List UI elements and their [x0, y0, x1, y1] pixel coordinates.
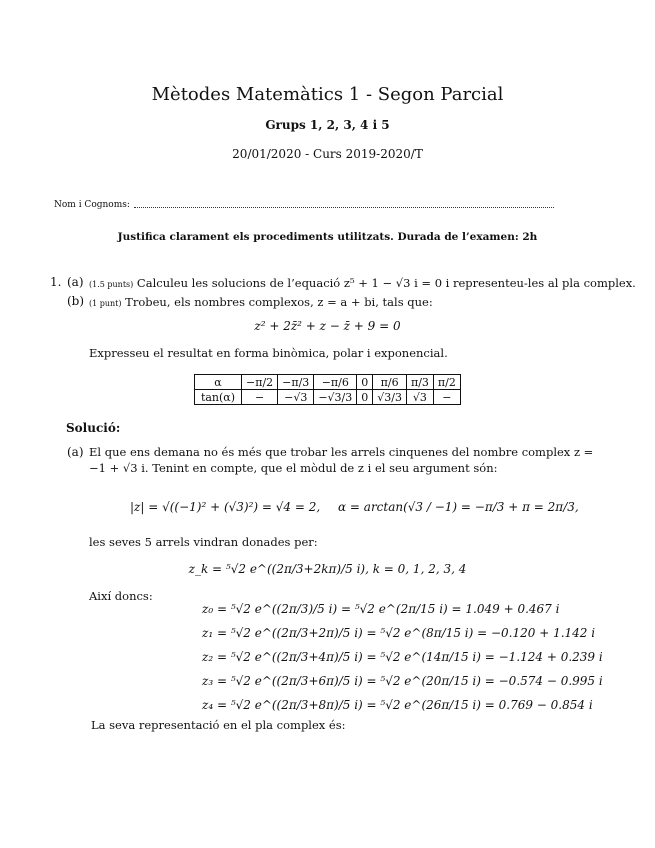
tan-cell: −√3 [278, 390, 314, 405]
problem-a-label: (a) [67, 275, 84, 289]
problem-b [89, 295, 433, 309]
alpha-cell: π/3 [406, 375, 433, 390]
alpha-cell: −π/6 [314, 375, 357, 390]
alpha-header: α [195, 375, 242, 390]
alpha-cell: 0 [357, 375, 373, 390]
page-title: Mètodes Matemàtics 1 - Segon Parcial [151, 84, 504, 105]
tan-cell: √3/3 [373, 390, 407, 405]
tan-cell: −√3/3 [314, 390, 357, 405]
alpha-cell: −π/2 [242, 375, 278, 390]
groups-line: Grups 1, 2, 3, 4 i 5 [265, 118, 390, 132]
root-z3: z₃ = ⁵√2 e^((2π/3+6π)/5 i) = ⁵√2 e^(20π/15 i) = −0.574 − 0.995 i [202, 674, 603, 688]
problem-number: 1. [50, 275, 62, 289]
tan-cell: 0 [357, 390, 373, 405]
name-field-line[interactable] [134, 199, 554, 208]
problem-a [89, 276, 636, 290]
tangent-table [194, 374, 461, 405]
problem-b-text: Trobeu, els nombres complexos, z = a + bi, tals que: [125, 295, 433, 309]
instructions: Justifica clarament els procediments utilitzats. Durada de l’examen: 2h [117, 231, 538, 243]
roots-intro: les seves 5 arrels vindran donades per: [89, 535, 318, 549]
roots-formula: z_k = ⁵√2 e^((2π/3+2kπ)/5 i), k = 0, 1, 2, 3, 4 [188, 562, 467, 576]
problem-b-note: Expresseu el resultat en forma binòmica, polar i exponencial. [89, 346, 448, 360]
alpha-cell: −π/3 [278, 375, 314, 390]
tan-header: tan(α) [195, 390, 242, 405]
solution-a-label: (a) [67, 445, 84, 459]
problem-a-text: Calculeu les solucions de l’equació z⁵ + 1 − √3 i = 0 i representeu-les al pla complex. [136, 276, 636, 290]
alpha-cell: π/6 [373, 375, 407, 390]
solution-para-line2: −1 + √3 i. Tenint en compte, que el mòdul de z i el seu argument són: [89, 461, 498, 475]
solution-heading: Solució: [66, 421, 121, 435]
tan-cell: √3 [406, 390, 433, 405]
tan-cell: − [433, 390, 460, 405]
representation-text: La seva representació en el pla complex és: [91, 718, 346, 732]
argument-equation: α = arctan(√3 / −1) = −π/3 + π = 2π/3, [338, 500, 579, 514]
root-z1: z₁ = ⁵√2 e^((2π/3+2π)/5 i) = ⁵√2 e^(8π/15 i) = −0.120 + 1.142 i [202, 626, 596, 640]
root-z2: z₂ = ⁵√2 e^((2π/3+4π)/5 i) = ⁵√2 e^(14π/15 i) = −1.124 + 0.239 i [202, 650, 603, 664]
date-line: 20/01/2020 - Curs 2019-2020/T [232, 147, 423, 161]
problem-b-label: (b) [67, 294, 85, 308]
problem-b-points: (1 punt) [89, 299, 122, 308]
alpha-cell: π/2 [433, 375, 460, 390]
tan-cell: − [242, 390, 278, 405]
solution-para-line1: El que ens demana no és més que trobar les arrels cinquenes del nombre complex z = [89, 445, 594, 459]
name-field-label: Nom i Cognoms: [54, 200, 130, 210]
modulus-equation: |z| = √((−1)² + (√3)²) = √4 = 2, [130, 500, 321, 514]
problem-a-points: (1.5 punts) [89, 280, 134, 289]
root-z4: z₄ = ⁵√2 e^((2π/3+8π)/5 i) = ⁵√2 e^(26π/15 i) = 0.769 − 0.854 i [202, 698, 593, 712]
aixi-donc: Així doncs: [89, 589, 153, 603]
root-z0: z₀ = ⁵√2 e^((2π/3)/5 i) = ⁵√2 e^(2π/15 i) = 1.049 + 0.467 i [202, 602, 560, 616]
problem-b-equation: z² + 2z̄² + z − z̄ + 9 = 0 [254, 319, 401, 333]
